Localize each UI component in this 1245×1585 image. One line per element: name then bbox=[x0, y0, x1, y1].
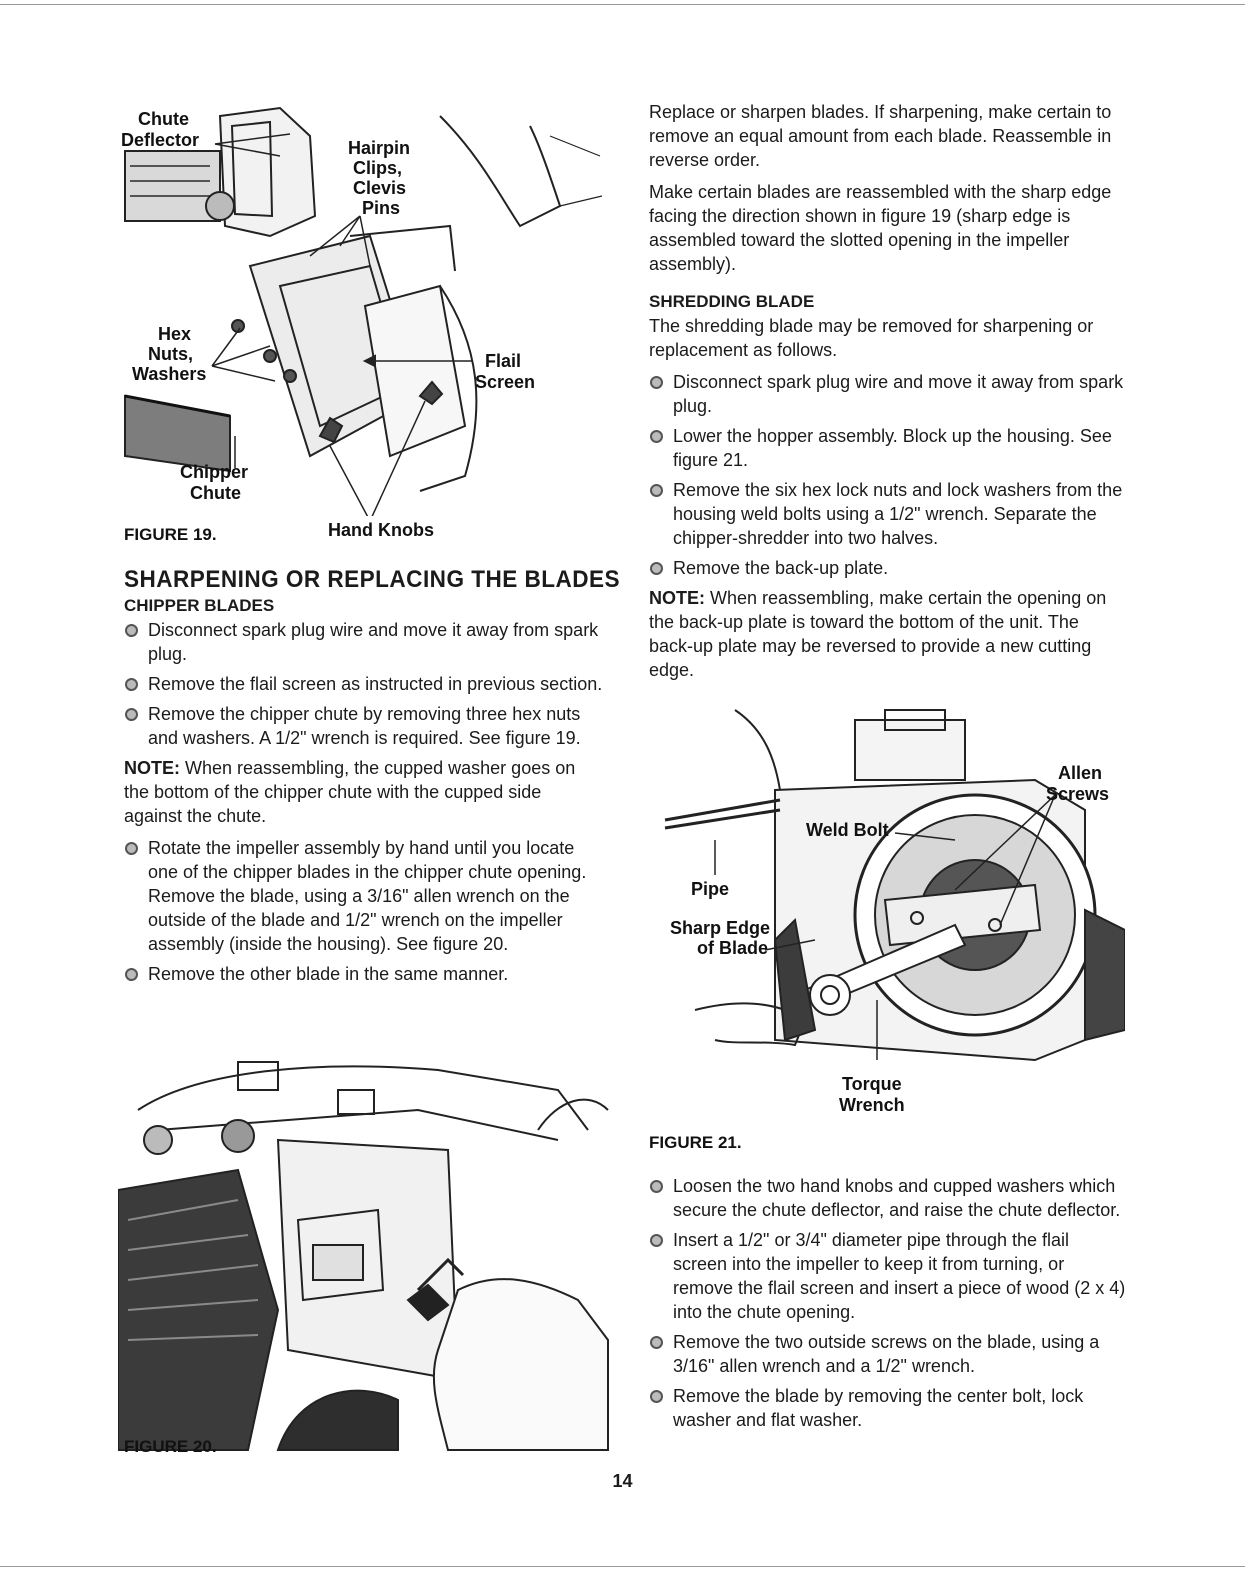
shredding-note bbox=[649, 586, 1127, 682]
right-text-column-top bbox=[649, 100, 1127, 690]
shredding-blade-heading: SHREDDING BLADE bbox=[649, 292, 815, 311]
page-number: 14 bbox=[612, 1471, 633, 1491]
label-hand-knobs: Hand Knobs bbox=[328, 520, 434, 540]
note-text: When reassembling, make certain the opening on the back-up plate is toward the bottom of the unit. The back-up plate may be reversed to provide a new cutting edge. bbox=[649, 588, 1107, 680]
list-item: Remove the other blade in the same manner. bbox=[124, 962, 604, 986]
list-item: Remove the back-up plate. bbox=[649, 556, 1127, 580]
shredding-intro: The shredding blade may be removed for sharpening or replacement as follows. bbox=[649, 316, 1094, 360]
label-hairpin-line1: Hairpin bbox=[348, 138, 411, 158]
list-item: Remove the six hex lock nuts and lock washers from the housing weld bolts using a 1/2" wrench. Separate the chipper-shredder into two halves. bbox=[649, 478, 1127, 550]
label-chipper-line1: Chipper bbox=[180, 462, 249, 482]
list-item: Disconnect spark plug wire and move it away from spark plug. bbox=[649, 370, 1127, 418]
chipper-note bbox=[124, 756, 604, 828]
list-item: Remove the blade by removing the center bolt, lock washer and flat washer. bbox=[649, 1384, 1127, 1432]
chipper-blades-heading: CHIPPER BLADES bbox=[124, 596, 275, 615]
blade-removal-steps-list bbox=[649, 1174, 1127, 1432]
scan-edge-top bbox=[0, 4, 1245, 5]
list-item: Loosen the two hand knobs and cupped washers which secure the chute deflector, and raise the chute deflector. bbox=[649, 1174, 1127, 1222]
label-hairpin-line2: Clips, bbox=[353, 158, 403, 178]
label-sharp-edge-line2: of Blade bbox=[697, 938, 769, 958]
label-flail-line2: Screen bbox=[475, 372, 536, 392]
label-torque-line2: Wrench bbox=[839, 1095, 905, 1115]
scan-edge-bottom bbox=[0, 1566, 1245, 1567]
label-torque-line1: Torque bbox=[842, 1074, 902, 1094]
label-chute-deflector-line1: Chute bbox=[138, 109, 189, 129]
right-text-column-bottom bbox=[649, 1174, 1127, 1438]
paragraph-replace-blades: Replace or sharpen blades. If sharpening, make certain to remove an equal amount from each blade. Reassemble in reverse order. bbox=[649, 102, 1112, 170]
label-weld-bolt: Weld Bolt bbox=[806, 820, 889, 840]
left-text-column bbox=[124, 566, 621, 992]
figure-20-illustration bbox=[118, 1050, 613, 1455]
label-flail-line1: Flail bbox=[485, 351, 522, 371]
chipper-steps-list-a bbox=[124, 618, 604, 750]
label-hairpin-line3: Clevis bbox=[353, 178, 407, 198]
list-item: Remove the flail screen as instructed in previous section. bbox=[124, 672, 604, 696]
label-pipe: Pipe bbox=[691, 879, 730, 899]
chipper-steps-list-b bbox=[124, 836, 604, 986]
section-title: SHARPENING OR REPLACING THE BLADES bbox=[124, 566, 621, 593]
figure-21-caption: FIGURE 21. bbox=[649, 1133, 742, 1152]
label-chute-deflector-line2: Deflector bbox=[121, 130, 200, 150]
label-chipper-line2: Chute bbox=[190, 483, 241, 503]
shredding-steps-list bbox=[649, 370, 1127, 580]
list-item: Lower the hopper assembly. Block up the housing. See figure 21. bbox=[649, 424, 1127, 472]
list-item: Rotate the impeller assembly by hand until you locate one of the chipper blades in the chipper chute opening. Remove the blade, using a 3/16" allen wrench on the outside of the blade and 1/2" wrench on the impeller assembly (inside the housing). See figure 20. bbox=[124, 836, 604, 956]
label-hairpin-line4: Pins bbox=[362, 198, 401, 218]
note-label: NOTE: bbox=[124, 758, 180, 778]
label-sharp-edge-line1: Sharp Edge bbox=[670, 918, 771, 938]
label-hex-line2: Nuts, bbox=[148, 344, 193, 364]
figure-21-illustration bbox=[655, 700, 1125, 1100]
label-hex-line1: Hex bbox=[158, 324, 192, 344]
list-item: Remove the two outside screws on the blade, using a 3/16" allen wrench and a 1/2" wrench. bbox=[649, 1330, 1127, 1378]
list-item: Remove the chipper chute by removing three hex nuts and washers. A 1/2" wrench is required. See figure 19. bbox=[124, 702, 604, 750]
label-allen-line2: Screws bbox=[1046, 784, 1110, 804]
label-hex-line3: Washers bbox=[132, 364, 207, 384]
list-item: Disconnect spark plug wire and move it away from spark plug. bbox=[124, 618, 604, 666]
note-text: When reassembling, the cupped washer goes on the bottom of the chipper chute with the cupped side against the chute. bbox=[124, 758, 576, 826]
note-label: NOTE: bbox=[649, 588, 705, 608]
figure-19-caption: FIGURE 19. bbox=[124, 525, 217, 544]
paragraph-sharp-edge: Make certain blades are reassembled with the sharp edge facing the direction shown in figure 19 (sharp edge is assembled toward the slotted opening in the impeller assembly). bbox=[649, 182, 1112, 274]
label-allen-line1: Allen bbox=[1058, 763, 1103, 783]
list-item: Insert a 1/2" or 3/4" diameter pipe through the flail screen into the impeller to keep it from turning, or remove the flail screen and insert a piece of wood (2 x 4) into the chute opening. bbox=[649, 1228, 1127, 1324]
figure-20-caption: FIGURE 20. bbox=[124, 1437, 217, 1456]
